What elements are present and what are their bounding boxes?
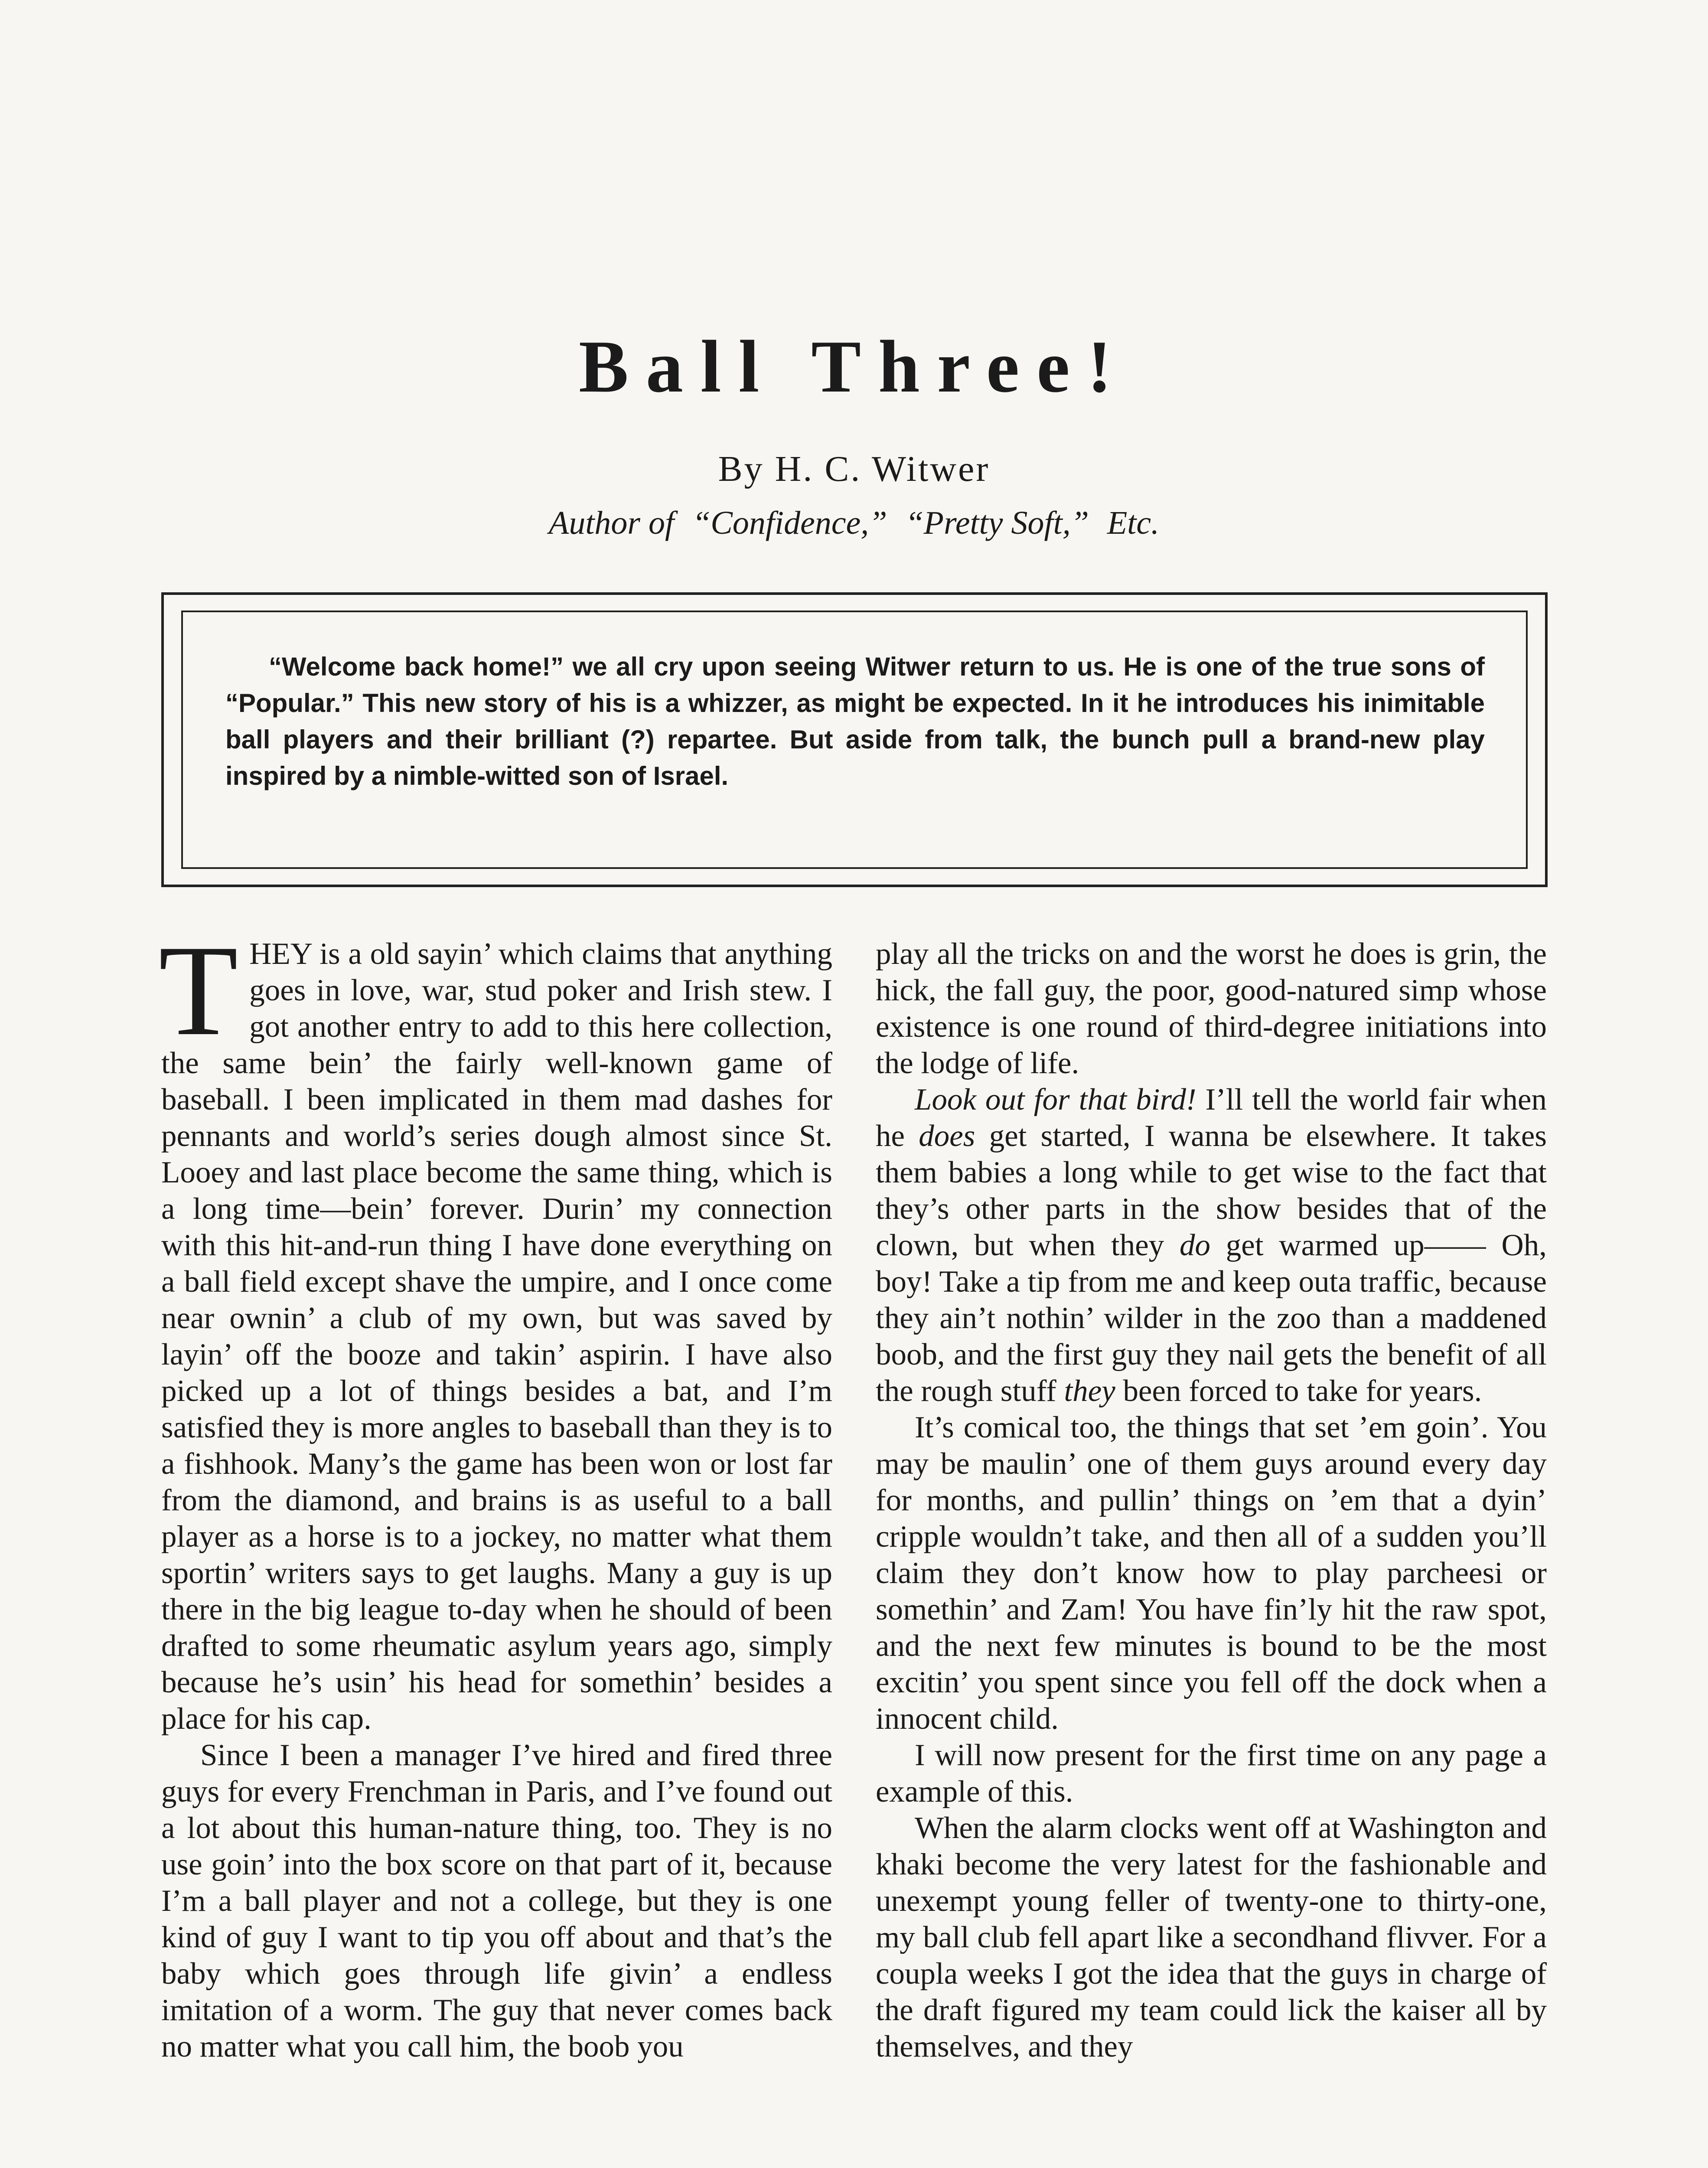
text-run: been forced to take for years. xyxy=(1115,1374,1482,1408)
text-run: get started, I wanna be elsewhere. It takes them babies a long while to get wise to the fact that they’s other parts in the show besides that of the clown, but when they xyxy=(876,1119,1547,1262)
story-paragraph: Since I been a manager I’ve hired and fired three guys for every Frenchman in Paris, and I’ve found out a lot about this human-nature thing, too. They is no use goin’ into the box score on that part of it, because I’m a ball player and not a college, but they is one kind of guy I want to tip you off about and that’s the baby which goes through life givin’ a endless imitation of a worm. The guy that never comes back no matter what you call him, the boob you xyxy=(161,1738,832,2064)
story-title: Ball Three! xyxy=(579,326,1129,408)
lead-word: HEY xyxy=(249,937,312,971)
credits-work-1: “Confidence,” xyxy=(692,505,887,541)
author-byline: By H. C. Witwer xyxy=(718,449,990,489)
drop-cap: T xyxy=(159,918,238,1062)
text-run: I’ll tell the world fair when he xyxy=(876,1083,1547,1153)
story-paragraph: When the alarm clocks went off at Washington and khaki become the very latest for the fashionable and unexempt young feller of twenty-one to thirty-one, my ball club fell apart like a secondhand flivver. For a coupla weeks I got the idea that the guys in charge of the draft figured my team could lick the kaiser all by themselves, and they xyxy=(876,1811,1547,2064)
story-paragraph: I will now present for the first time on any page a example of this. xyxy=(876,1738,1547,1809)
italic-phrase: does xyxy=(919,1119,975,1153)
italic-phrase: Look out for that bird! xyxy=(915,1083,1196,1117)
credits-work-2: “Pretty Soft,” xyxy=(905,505,1089,541)
story-column-left xyxy=(159,918,833,2065)
credits-suffix: Etc. xyxy=(1107,505,1160,541)
story-paragraph xyxy=(159,918,833,1737)
text-run: get warmed up—— Oh, boy! Take a tip from me and keep outa traffic, because they ain’t nothin’ wilder in the zoo than a maddened boob, and the first guy they nail gets the benefit of all the rough stuff xyxy=(876,1228,1547,1408)
italic-phrase: do xyxy=(1180,1228,1211,1262)
intro-blurb: “Welcome back home!” we all cry upon seeing Witwer return to us. He is one of the true sons of “Popular.” This new story of his is a whizzer, as might be expected. In it he introduces his inimitable ball players and their brilliant (?) repartee. But aside from talk, the bunch pull a brand-new play inspired by a nimble-witted son of Israel. xyxy=(225,652,1485,790)
story-paragraph: It’s comical too, the things that set ’em goin’. You may be maulin’ one of them guys around every day for months, and pullin’ things on ’em that a dyin’ cripple wouldn’t take, and then all of a sudden you’ll claim they don’t know how to play parcheesi or somethin’ and Zam! You have fin’ly hit the raw spot, and the next few minutes is bound to be the most excitin’ you spent since you fell off the dock when a innocent child. xyxy=(876,1411,1547,1736)
story-paragraph: play all the tricks on and the worst he does is grin, the hick, the fall guy, the poor, good-natured simp whose existence is one round of third-degree initiations into the lodge of life. xyxy=(876,937,1547,1080)
story-paragraph xyxy=(876,1081,1547,1409)
story-column-right xyxy=(876,936,1547,2065)
author-credits xyxy=(0,506,1708,539)
story-paragraph-1-text: is a old sayin’ which claims that anything goes in love, war, stud poker and Irish stew. I got another entry to add to this here collection, the same bein’ the fairly well-known game of baseball. I been implicated in them mad dashes for pennants and world’s series dough almost since St. Looey and last place become the same thing, which is a long time—bein’ forever. Durin’ my connection with this hit-and-run thing I have done everything on a ball field except shave the umpire, and I once come near ownin’ a club of my own, but was saved by layin’ off the booze and takin’ aspirin. I have also picked up a lot of things besides a bat, and I’m satisfied they is more angles to baseball than they is to a fishhook. Many’s the game has been won or lost far from the diamond, and brains is as useful to a ball player as a horse is to a jockey, no matter what them sportin’ writers says to get laughs. Many a guy is up there in the big league to-day when he should of been drafted to some rheumatic asylum years ago, simply because he’s usin’ his head for somethin’ besides a place for his cap. xyxy=(161,937,833,1736)
credits-prefix: Author of xyxy=(548,505,675,541)
italic-phrase: they xyxy=(1064,1374,1115,1408)
